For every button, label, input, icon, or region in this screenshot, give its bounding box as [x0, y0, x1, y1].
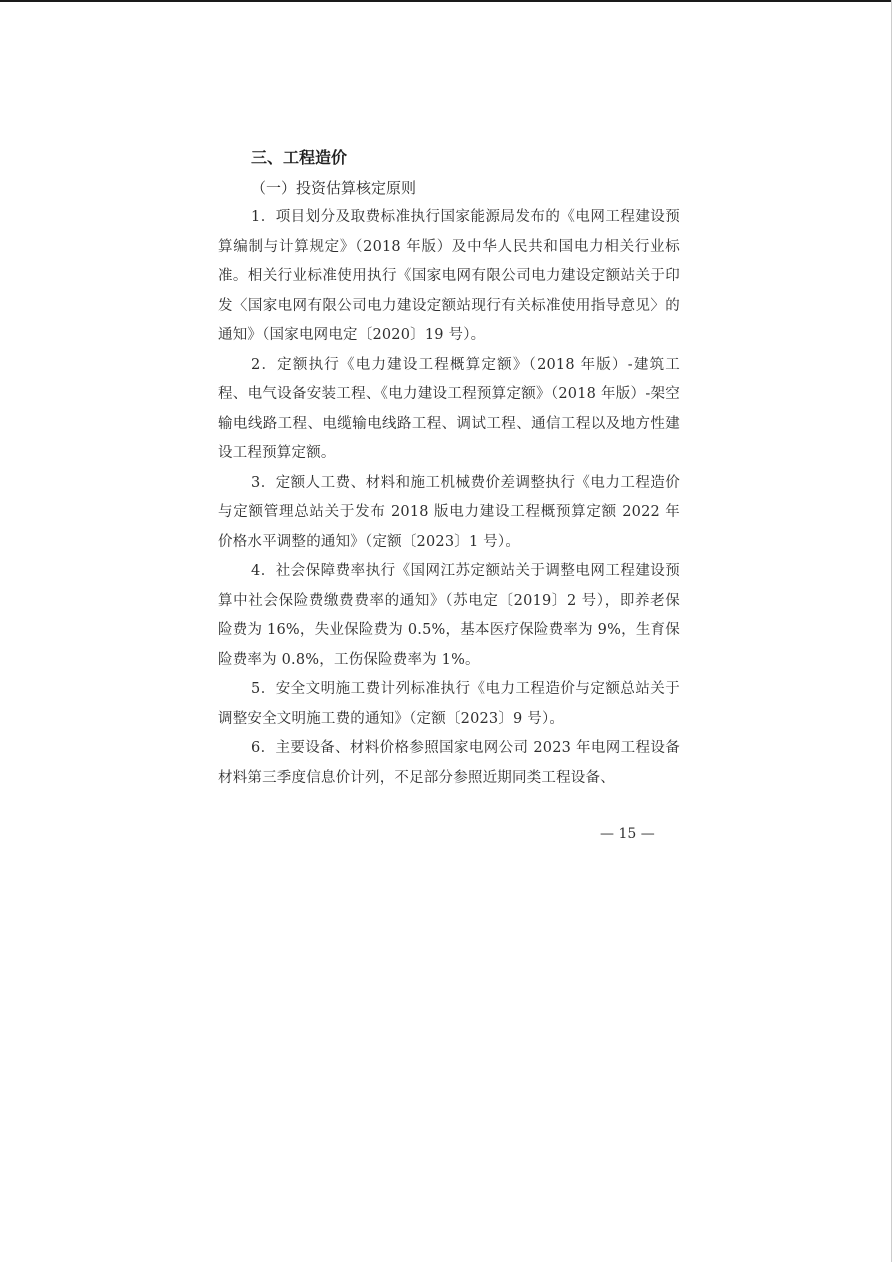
paragraph-4: 4．社会保障费率执行《国网江苏定额站关于调整电网工程建设预算中社会保险费缴费费率的通知》（苏电定〔2019〕2 号），即养老保险费为 16%，失业保险费为 0.5%，基本医疗保险费率为 9%，生育保险费率为 0.8%，工伤保险费率为 1%。 — [218, 563, 680, 668]
top-border-line — [0, 0, 892, 2]
paragraph-6: 6．主要设备、材料价格参照国家电网公司 2023 年电网工程设备材料第三季度信息价计列，不足部分参照近期同类工程设备、 — [218, 740, 680, 786]
paragraph-3: 3．定额人工费、材料和施工机械费价差调整执行《电力工程造价与定额管理总站关于发布 2018 版电力建设工程概预算定额 2022 年价格水平调整的通知》（定额〔2023〕1 号）。 — [218, 474, 680, 550]
paragraph-5: 5．安全文明施工费计列标准执行《电力工程造价与定额总站关于调整安全文明施工费的通知》（定额〔2023〕9 号）。 — [218, 681, 680, 727]
paragraph-1: 1．项目划分及取费标准执行国家能源局发布的《电网工程建设预算编制与计算规定》（2018 年版）及中华人民共和国电力相关行业标准。相关行业标准使用执行《国家电网有限公司电力建设定额站关于印发〈国家电网有限公司电力建设定额站现行有关标准使用指导意见〉的通知》（国家电网电定〔2020〕19 号）。 — [218, 209, 680, 343]
paragraph-2: 2．定额执行《电力建设工程概算定额》（2018 年版）-建筑工程、电气设备安装工程、《电力建设工程预算定额》（2018 年版）-架空输电线路工程、电缆输电线路工程、调试工程、通信工程以及地方性建设工程预算定额。 — [218, 356, 680, 461]
section-heading: 三、工程造价 — [251, 148, 348, 167]
page-body — [218, 143, 680, 793]
page-number: — 15 — — [600, 826, 655, 842]
sub-heading: （一）投资估算核定原则 — [251, 179, 417, 197]
